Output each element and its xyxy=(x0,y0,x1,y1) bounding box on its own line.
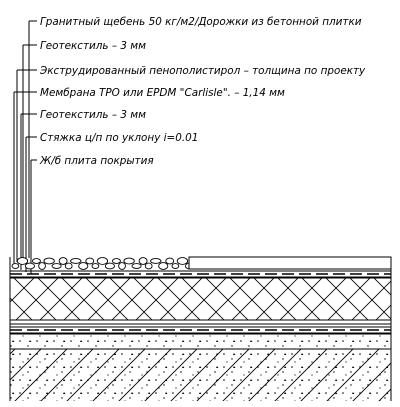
gravel-pebble xyxy=(25,263,34,269)
gravel-pebble xyxy=(39,263,46,270)
gravel-pebble xyxy=(124,258,134,264)
gravel-pebble xyxy=(97,258,107,265)
label-geotextile-bottom: Геотекстиль – 3 мм xyxy=(40,109,146,121)
gravel-pebble xyxy=(105,263,114,269)
gravel-pebble xyxy=(65,263,72,269)
layer-xps-insulation xyxy=(10,278,391,320)
gravel-pebble xyxy=(177,258,187,265)
gravel-pebble xyxy=(92,264,99,269)
concrete-tile xyxy=(189,257,391,269)
gravel-pebble xyxy=(71,259,81,264)
label-concrete-slab: Ж/б плита покрытия xyxy=(40,155,154,167)
gravel-pebble xyxy=(119,263,126,270)
layer-gravel xyxy=(12,257,391,269)
gravel-pebble xyxy=(145,263,152,269)
gravel-pebble xyxy=(32,259,40,264)
label-xps-insulation: Экструдированный пенополистирол – толщина по проекту xyxy=(40,65,366,77)
gravel-pebble xyxy=(86,258,94,264)
gravel-pebble xyxy=(151,259,161,264)
gravel-pebble xyxy=(79,263,88,270)
gravel-pebble xyxy=(44,258,54,264)
gravel-pebble xyxy=(132,264,141,269)
gravel-pebble xyxy=(159,263,168,270)
gravel-pebble xyxy=(112,259,120,264)
gravel-pebble xyxy=(17,258,27,265)
leader-lines xyxy=(14,21,37,274)
gravel-pebble xyxy=(139,258,147,265)
gravel-pebble xyxy=(166,258,174,264)
gravel-pebble xyxy=(12,264,19,269)
layer-geotextile-top xyxy=(10,271,391,277)
gravel-pebble xyxy=(59,258,67,265)
label-geotextile-top: Геотекстиль – 3 мм xyxy=(40,40,146,52)
layer-concrete-slab xyxy=(10,349,391,401)
label-membrane: Мембрана ТРО или EPDM "Carlisle". – 1,14 мм xyxy=(40,87,285,99)
label-screed: Стяжка ц/п по уклону i=0.01 xyxy=(40,132,199,144)
layer-screed xyxy=(10,334,391,349)
layer-membrane-geotextile xyxy=(10,324,391,333)
gravel-pebble xyxy=(172,264,179,269)
gravel-pebble xyxy=(52,264,61,269)
label-gravel: Гранитный щебень 50 кг/м2/Дорожки из бетонной плитки xyxy=(40,16,362,28)
